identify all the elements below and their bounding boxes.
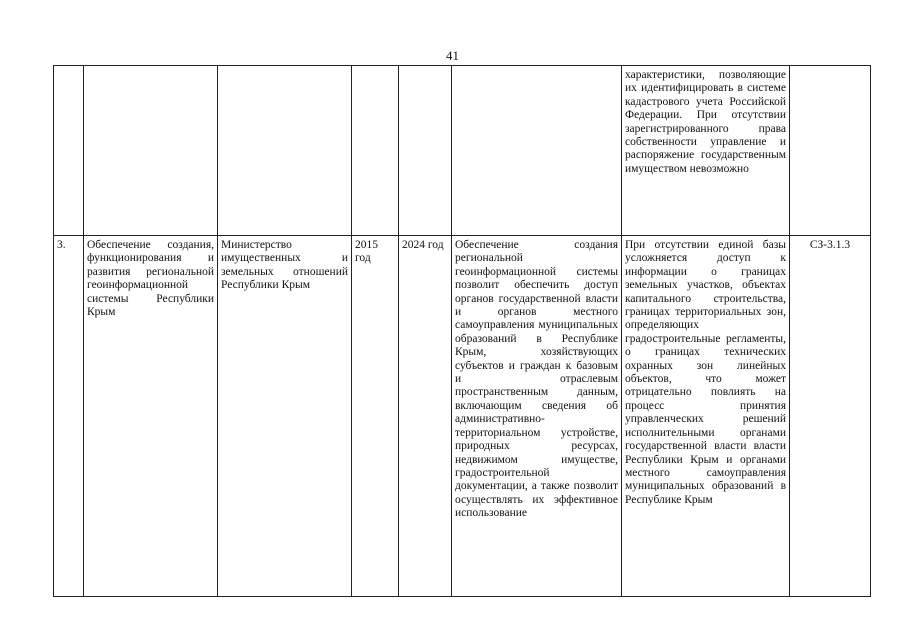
page-number: 41 [446,48,459,63]
cell-measure [84,66,218,236]
cell-number [54,66,84,236]
cell-consequence: характеристики, позволяющие их идентифицировать в системе кадастрового учета Российской Федерации. При отсутствии зарегистрированного права собственности управление и распоряжение государственным имуществом невозможно [622,66,790,236]
cell-executor: Министерство имущественных и земельных отношений Республики Крым [218,236,352,597]
cell-end-year: 2024 год [399,236,452,597]
program-table [53,65,871,597]
cell-executor [218,66,352,236]
cell-measure: Обеспечение создания, функционирования и развития региональной геоинформационной системы Республики Крым [84,236,218,597]
cell-number: 3. [54,236,84,597]
cell-code [790,66,871,236]
cell-result: Обеспечение создания региональной геоинформационной системы позволит обеспечить доступ органов государственной власти и органов местного самоуправления муниципальных образований в Республике Крым, хозяйствующих субъектов и граждан к базовым и отраслевым пространственным данным, включающим сведения об административно-территориальном устройстве, природных ресурсах, недвижимом имуществе, градостроительной документации, а также позволит осуществлять их эффективное использование [452,236,622,597]
cell-consequence: При отсутствии единой базы усложняется доступ к информации о границах земельных участков, объектах капитального строительства, границах территориальных зон, определяющих градостроительные регламенты, о границах технических охранных зон линейных объектов, что может отрицательно повлиять на процесс принятия управленческих решений исполнительными органами государственной власти власти Республики Крым и органами местного самоуправления муниципальных образований в Республике Крым [622,236,790,597]
cell-code: СЗ-3.1.3 [790,236,871,597]
table-row-continued [54,66,871,236]
cell-start-year: 2015 год [352,236,399,597]
table-row-3 [54,236,871,597]
cell-result [452,66,622,236]
cell-end-year [399,66,452,236]
cell-start-year [352,66,399,236]
